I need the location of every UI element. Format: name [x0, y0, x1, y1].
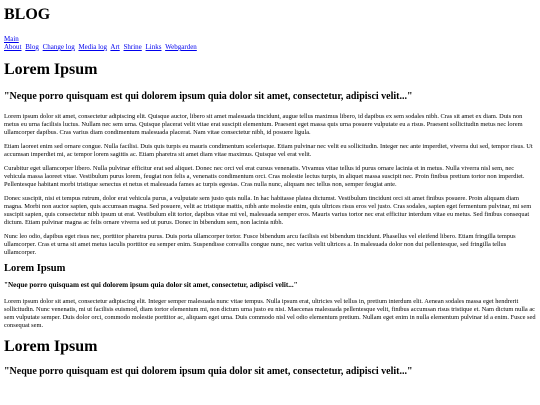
nav-link-blog[interactable]: Blog [25, 43, 39, 51]
article-title: Lorem Ipsum [4, 338, 98, 355]
article-quote: "Neque porro quisquam est qui dolorem ipsum quia dolor sit amet, consectetur, adipisci velit..." [4, 91, 413, 102]
article-paragraph: Curabitur eget ullamcorper libero. Nulla pulvinar efficitur erat sed aliquet. Donec nec orci vel erat cursus venenatis. Vivamus vitae tellus id purus ornare lacinia et in metus. Nulla viverra nisl sem, nec vehicula massa laoreet vitae. Vestibulum purus lorem, feugiat non felis a, venenatis condimentum orci. Cras molestie lectus turpis, in aliquet massa suscipit nec. Proin finibus pretium tortor non imperdiet. Pellentesque habitant morbi tristique senectus et netus et malesuada fames ac turpis egestas. Cras nulla nunc, aliquam nec tellus non, semper feugiat ante. [4, 165, 525, 188]
nav-link-about[interactable]: About [4, 43, 22, 51]
nav-link-media-log[interactable]: Media log [78, 43, 108, 51]
article-paragraph: Etiam laoreet enim sed ornare congue. Nulla facilisi. Duis quis turpis eu mauris condimentum scelerisque. Etiam pulvinar nec velit eu sollicitudin. Integer nec ante imperdiet, viverra dui sed, tempor risus. Ut accumsan imperdiet mi, ac tempor lorem sagittis ac. Etiam pharetra sit amet diam vitae maximus. Quisque vel erat velit. [4, 143, 533, 158]
article-paragraph: Nunc leo odio, dapibus eget risus nec, porttitor pharetra purus. Duis porta ullamcorper tortor. Fusce bibendum arcu facilisis est bibendum tincidunt. Phasellus vel eleifend libero. Etiam fringilla tempus ullamcorper. Cras et urna sit amet metus iaculis porttitor eu semper enim. Suspendisse convallis congue nunc, nec varius velit ultrices a. In malesuada dolor non dui pellentesque, sed fringilla tellus ullamcorper. [4, 233, 516, 256]
main-nav [4, 35, 536, 51]
site-title: BLOG [4, 6, 51, 23]
main-link[interactable]: Main [4, 35, 19, 43]
nav-link-links[interactable]: Links [145, 43, 162, 51]
section-quote: "Neque porro quisquam est qui dolorem ipsum quia dolor sit amet, consectetur, adipisci velit..." [4, 281, 298, 289]
nav-link-webgarden[interactable]: Webgarden [165, 43, 197, 51]
article-paragraph: Lorem ipsum dolor sit amet, consectetur adipiscing elit. Quisque auctor, libero sit amet malesuada tincidunt, augue tellus maximus libero, id dapibus ex sem sodales nibh. Cras sit amet ex diam. Duis non metus eu urna facilisis luctus. Nullam nec sem urna. Quisque placerat velit vitae erat suscipit elementum. Praesent eget massa quis urna posuere vulputate eu a risus. Praesent sollicitudin metus nec lorem ullamcorper dapibus. Cras varius diam condimentum malesuada placerat. Nam vitae consectetur nibh, id posuere ligula. [4, 113, 523, 136]
section-title: Lorem Ipsum [4, 263, 66, 274]
article-quote: "Neque porro quisquam est qui dolorem ipsum quia dolor sit amet, consectetur, adipisci velit..." [4, 366, 413, 377]
nav-link-change-log[interactable]: Change log [42, 43, 75, 51]
article-title: Lorem Ipsum [4, 61, 98, 78]
article-paragraph: Donec suscipit, nisi et tempus rutrum, dolor erat vehicula purus, a vulputate sem justo quis nulla. In hac habitasse platea dictumst. Vestibulum tincidunt orci sit amet finibus posuere. Proin aliquam diam magna. Morbi non auctor sapien, quis accumsan magna. Sed posuere, velit ac tristique mattis, nibh ante molestie enim, quis ultrices risus eros vel justo. Cras sodales, sapien eget fermentum pulvinar, mi sem suscipit sapien, quis consectetur nibh ipsum ut erat. Vestibulum elit tortor, dapibus vitae mi vel, malesuada semper eros. Mauris varius tortor nec erat efficitur interdum vitae eu metus. Sed finibus consequat dictum. Etiam pulvinar magna ac felis ornare viverra sed ut purus. Donec in bibendum sem, non lacinia nibh. [4, 195, 532, 226]
section-paragraph: Lorem ipsum dolor sit amet, consectetur adipiscing elit. Integer semper malesuada nunc vitae tempus. Nulla ipsum erat, ultricies vel tellus in, pretium interdum elit. Aenean sodales massa eget hendrerit sollicitudin. Nunc venenatis, mi ut facilisis euismod, diam tortor elementum mi, non dictum urna justo eu nisi. Maecenas malesuada pellentesque velit, finibus accumsan risus tristique et. Nam dictum nulla ac sem vulputate semper. Duis dolor orci, commodo molestie porttitor ac, aliquam eget urna. Duis commodo nisl vel odio elementum pretium. Nullam eget enim in nulla elementum pulvinar id a enim. Fusce sed consequat sem. [4, 298, 536, 329]
nav-links [4, 43, 536, 51]
nav-link-shrine[interactable]: Shrine [123, 43, 142, 51]
nav-link-art[interactable]: Art [110, 43, 120, 51]
